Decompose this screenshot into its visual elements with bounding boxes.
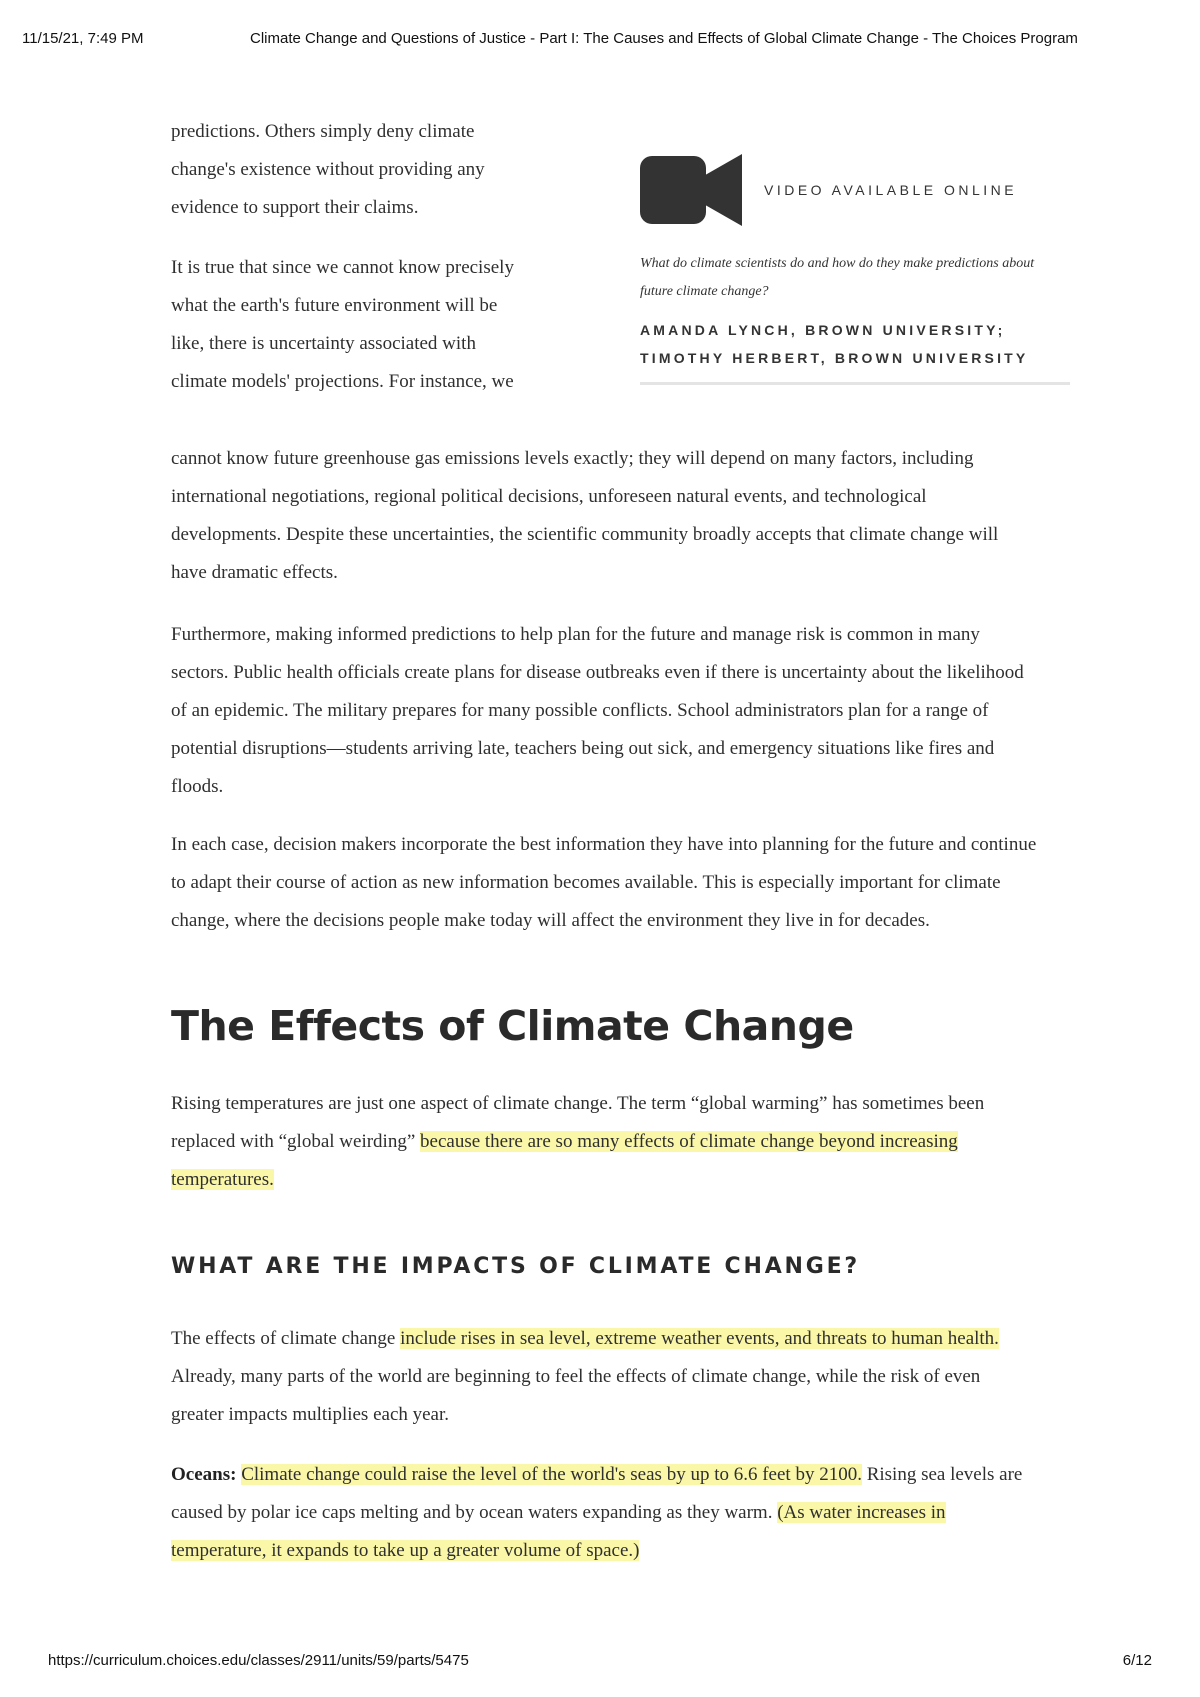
video-question: What do climate scientists do and how do they make predictions about future climate change? [640,256,1035,299]
section-heading: The Effects of Climate Change [171,1002,854,1050]
paragraph-rising-temperatures [171,1085,1021,1199]
video-credit: AMANDA LYNCH, BROWN UNIVERSITY; TIMOTHY HERBERT, BROWN UNIVERSITY [640,316,1070,385]
highlighted-text: (As water increases in temperature, it expands to take up a greater volume of space.) [171,1502,946,1561]
intro-text: Rising temperatures are just one aspect of climate change. The term “global warming” has sometimes been replaced with “global weirding” [171,1093,985,1152]
highlighted-text: include rises in sea level, extreme weather events, and threats to human health. [400,1328,999,1349]
paragraph-oceans [171,1456,1041,1570]
oceans-text: Rising sea levels are caused by polar ice caps melting and by ocean waters expanding as they warm. [171,1464,1023,1523]
highlighted-text: because there are so many effects of climate change beyond increasing temperatures. [171,1131,958,1190]
page-number: 6/12 [1122,1652,1152,1669]
paragraph-uncertainty-cont: cannot know future greenhouse gas emissions levels exactly; they will depend on many factors, including international negotiations, regional political decisions, unforeseen natural events, and technological developments. Despite these uncertainties, the scientific community broadly accepts that climate change will have dramatic effects. [171,448,999,583]
print-datetime: 11/15/21, 7:49 PM [22,30,144,47]
highlighted-text: Climate change could raise the level of the world's seas by up to 6.6 feet by 2100. [241,1464,862,1485]
impacts-text-end: Already, many parts of the world are beginning to feel the effects of climate change, while the risk of even greater impacts multiplies each year. [171,1366,981,1425]
video-camera-icon[interactable] [640,152,744,228]
paragraph-uncertainty: It is true that since we cannot know precisely what the earth's future environment will be like, there is uncertainty associated with climate models' projections. For instance, we [171,257,514,392]
oceans-label: Oceans: [171,1464,237,1485]
print-url[interactable]: https://curriculum.choices.edu/classes/2911/units/59/parts/5475 [48,1652,469,1669]
print-page-title: Climate Change and Questions of Justice - Part I: The Causes and Effects of Global Climate Change - The Choices Program [250,30,1078,47]
impacts-text-start: The effects of climate change [171,1328,401,1349]
paragraph-predictions-sectors: Furthermore, making informed predictions to help plan for the future and manage risk is common in many sectors. Public health officials create plans for disease outbreaks even if there is uncertainty about the likelihood of an epidemic. The military prepares for many possible conflicts. School administrators plan for a range of potential disruptions—students arriving late, teachers being out sick, and emergency situations like fires and floods. [171,624,1024,797]
video-callout[interactable] [640,150,1070,385]
paragraph-predictions: predictions. Others simply deny climate change's existence without providing any evidence to support their claims. [171,121,485,218]
video-available-label[interactable]: VIDEO AVAILABLE ONLINE [764,182,1018,198]
paragraph-decision-makers: In each case, decision makers incorporate the best information they have into planning for the future and continue to adapt their course of action as new information becomes available. This is especially important for climate change, where the decisions people make today will affect the environment they live in for decades. [171,834,1037,931]
subsection-heading: WHAT ARE THE IMPACTS OF CLIMATE CHANGE? [171,1254,860,1279]
paragraph-impacts [171,1320,1021,1434]
